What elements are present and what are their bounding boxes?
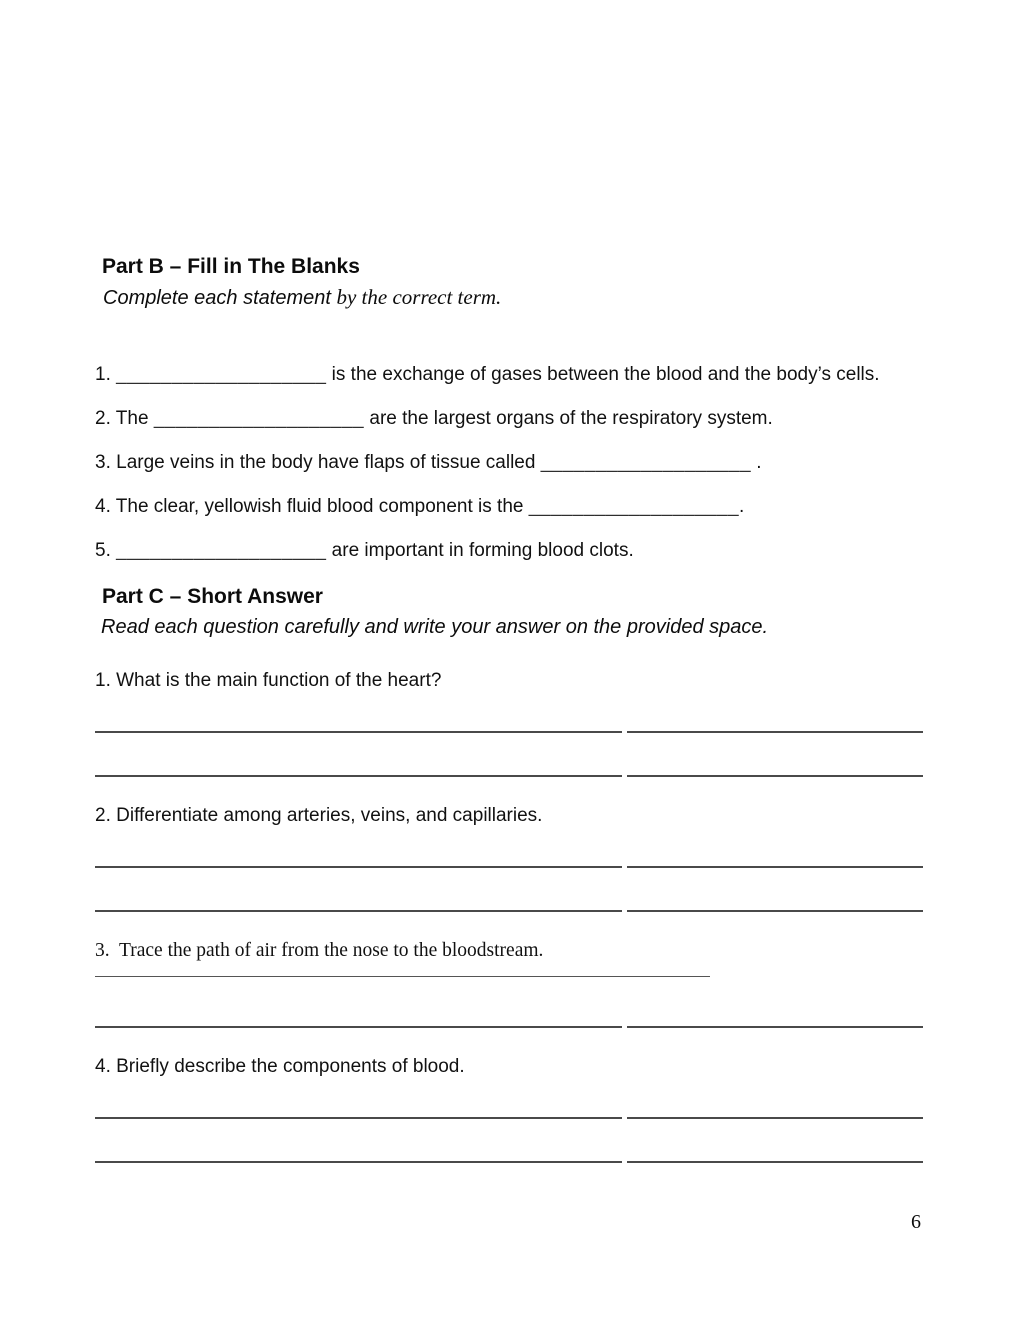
fill-item-4-pre: 4. The clear, yellowish fluid blood component is the — [95, 496, 529, 517]
answer-line-segment — [627, 866, 923, 868]
question-block-1 — [95, 670, 923, 777]
answer-line-segment — [95, 976, 710, 977]
question-block-4 — [95, 1056, 923, 1163]
question-4-text: 4. Briefly describe the components of blood. — [95, 1056, 465, 1077]
question-2-text: 2. Differentiate among arteries, veins, and capillaries. — [95, 805, 543, 826]
answer-line[interactable] — [95, 910, 923, 912]
part-b-title: Part B – Fill in The Blanks — [102, 255, 360, 278]
answer-line-segment — [627, 1117, 923, 1119]
answer-line-segment — [95, 910, 622, 912]
page-number: 6 — [911, 1211, 921, 1233]
fill-item-4 — [95, 496, 923, 517]
section-part-b — [95, 255, 923, 561]
fill-item-1-pre: 1. — [95, 364, 117, 385]
fill-item-1-post: is the exchange of gases between the blood and the body’s cells. — [326, 364, 880, 385]
answer-line-segment — [627, 731, 923, 733]
answer-line-segment — [627, 1026, 923, 1028]
part-c-subtitle: Read each question carefully and write your answer on the provided space. — [101, 616, 769, 638]
fill-item-5-post: are important in forming blood clots. — [326, 540, 634, 561]
answer-line-segment — [627, 1161, 923, 1163]
fill-item-2 — [95, 408, 923, 429]
answer-line[interactable] — [95, 1161, 923, 1163]
fill-item-5-blank[interactable]: ___________________ — [116, 540, 327, 561]
fill-item-5 — [95, 540, 923, 561]
fill-item-2-pre: 2. The — [95, 408, 154, 429]
fill-item-4-post: . — [739, 496, 745, 517]
fill-item-1-blank[interactable]: ___________________ — [116, 364, 327, 385]
answer-line-segment — [627, 775, 923, 777]
question-block-2 — [95, 805, 923, 912]
answer-line-short[interactable] — [95, 976, 923, 978]
answer-line-segment — [95, 775, 622, 777]
fill-item-1 — [95, 364, 923, 385]
answer-line[interactable] — [95, 1026, 923, 1028]
answer-line[interactable] — [95, 866, 923, 868]
fill-item-3-blank[interactable]: ___________________ — [540, 452, 752, 473]
fill-item-5-pre: 5. — [95, 540, 117, 561]
part-b-subtitle-serif: by the correct term. — [336, 285, 502, 309]
part-b-subtitle-sans: Complete each statement — [103, 287, 337, 309]
answer-line-segment — [95, 1026, 622, 1028]
answer-line[interactable] — [95, 1117, 923, 1119]
part-b-subtitle — [103, 284, 923, 311]
fill-item-3-post: . — [751, 452, 762, 473]
question-3-text: 3. Trace the path of air from the nose to the bloodstream. — [95, 940, 544, 961]
answer-line-segment — [95, 1117, 622, 1119]
section-part-c — [95, 585, 923, 1163]
question-block-3 — [95, 940, 923, 1028]
answer-line-segment — [627, 910, 923, 912]
answer-line-segment — [95, 1161, 622, 1163]
fill-item-3-pre: 3. Large veins in the body have flaps of tissue called — [95, 452, 541, 473]
answer-line[interactable] — [95, 775, 923, 777]
fill-item-4-blank[interactable]: ___________________ — [528, 496, 740, 517]
fill-in-items — [95, 364, 923, 561]
fill-item-2-blank[interactable]: ___________________ — [153, 408, 365, 429]
fill-item-3 — [95, 452, 923, 473]
answer-line-segment — [95, 866, 622, 868]
part-c-title: Part C – Short Answer — [102, 585, 323, 608]
question-1-text: 1. What is the main function of the heart? — [95, 670, 442, 691]
fill-item-2-post: are the largest organs of the respiratory system. — [364, 408, 773, 429]
answer-line-segment — [95, 731, 622, 733]
answer-line[interactable] — [95, 731, 923, 733]
